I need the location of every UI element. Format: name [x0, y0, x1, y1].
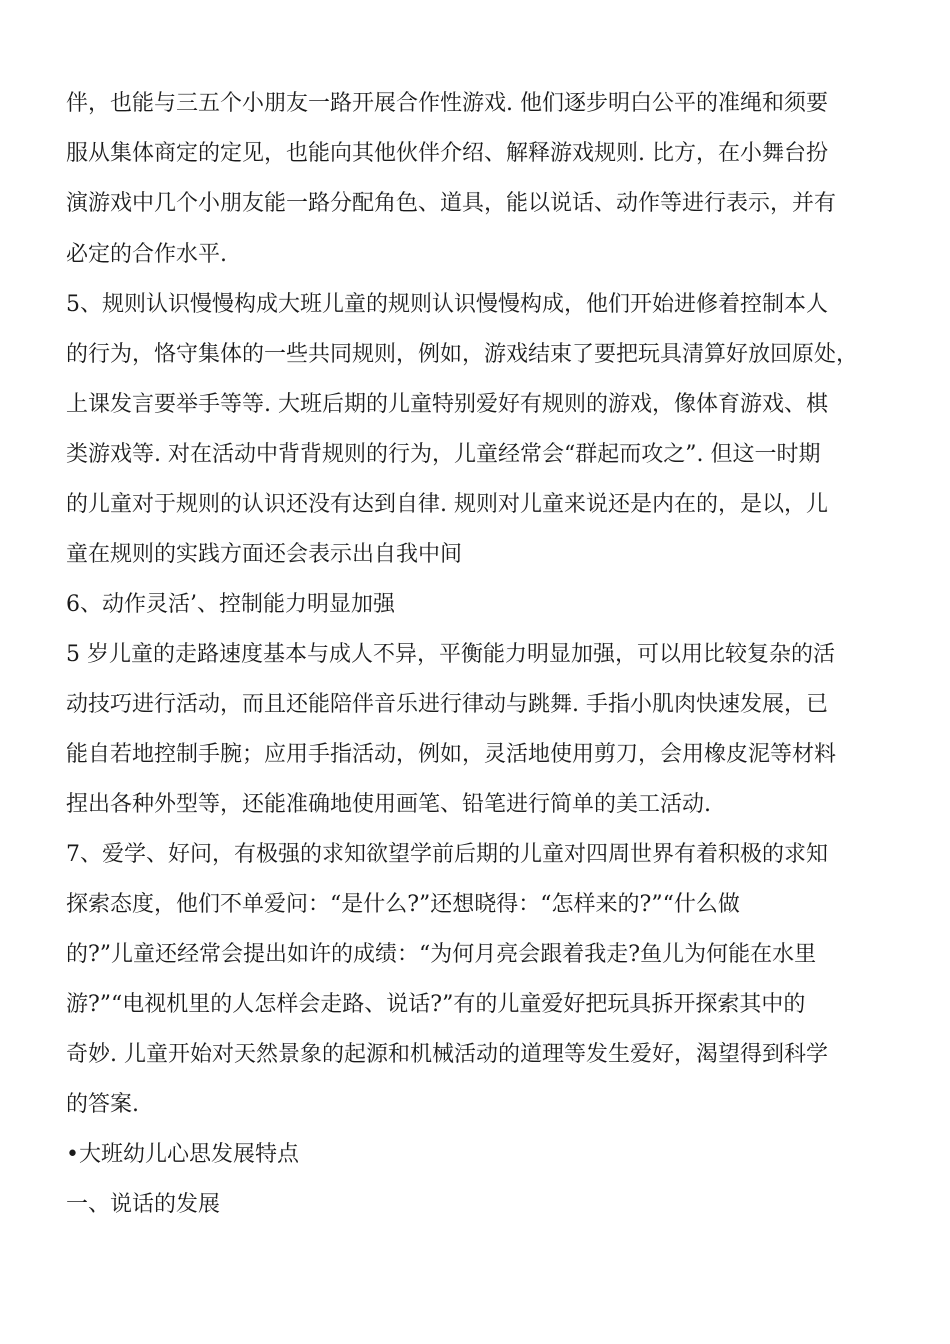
text-line: 童在规则的实践方面还会表示出自我中间: [66, 542, 463, 567]
text-line: 伴，也能与三五个小朋友一路开展合作性游戏. 他们逐步明白公平的准绳和须要: [66, 91, 828, 116]
list-item-heading-7: 7、爱学、好问，有极强的求知欲望学前后期的儿童对四周世界有着积极的求知: [66, 842, 828, 867]
text-line: 上课发言要举手等等. 大班后期的儿童特别爱好有规则的游戏，像体育游戏、棋: [66, 392, 828, 417]
text-line: 必定的合作水平.: [66, 242, 227, 267]
subsection-heading: 一、说话的发展: [66, 1192, 221, 1217]
text-line: 5 岁儿童的走路速度基本与成人不异，平衡能力明显加强，可以用比较复杂的活: [66, 642, 835, 667]
list-item-heading-6: 6、动作灵活’、控制能力明显加强: [66, 592, 395, 617]
text-line: 探索态度，他们不单爱问：“是什么?”还想晓得：“怎样来的?”“什么做: [66, 892, 740, 917]
text-line: 游?”“电视机里的人怎样会走路、说话?”有的儿童爱好把玩具拆开探索其中的: [66, 992, 806, 1017]
text-line: 类游戏等. 对在活动中背背规则的行为，儿童经常会“群起而攻之”. 但这一时期: [66, 442, 821, 467]
text-line: 奇妙. 儿童开始对天然景象的起源和机械活动的道理等发生爱好，渴望得到科学: [66, 1042, 828, 1067]
text-line: 的儿童对于规则的认识还没有达到自律. 规则对儿童来说还是内在的，是以，儿: [66, 492, 828, 517]
section-heading: •大班幼儿心思发展特点: [66, 1142, 299, 1167]
text-line: 演游戏中几个小朋友能一路分配角色、道具，能以说话、动作等进行表示，并有: [66, 191, 837, 216]
text-line: 能自若地控制手腕；应用手指活动，例如，灵活地使用剪刀，会用橡皮泥等材料: [66, 742, 837, 767]
text-line: 捏出各种外型等，还能准确地使用画笔、铅笔进行简单的美工活动.: [66, 792, 711, 817]
text-line: 动技巧进行活动，而且还能陪伴音乐进行律动与跳舞. 手指小肌肉快速发展，已: [66, 692, 828, 717]
text-line: 服从集体商定的定见，也能向其他伙伴介绍、解释游戏规则. 比方，在小舞台扮: [66, 141, 828, 166]
text-line: 的?”儿童还经常会提出如许的成绩：“为何月亮会跟着我走?鱼儿为何能在水里: [66, 942, 817, 967]
list-item-heading-5: 5、规则认识慢慢构成大班儿童的规则认识慢慢构成，他们开始进修着控制本人: [66, 292, 828, 317]
text-line: 的行为，恪守集体的一些共同规则，例如，游戏结束了要把玩具清算好放回原处，: [66, 342, 859, 367]
text-line: 的答案.: [66, 1092, 139, 1117]
